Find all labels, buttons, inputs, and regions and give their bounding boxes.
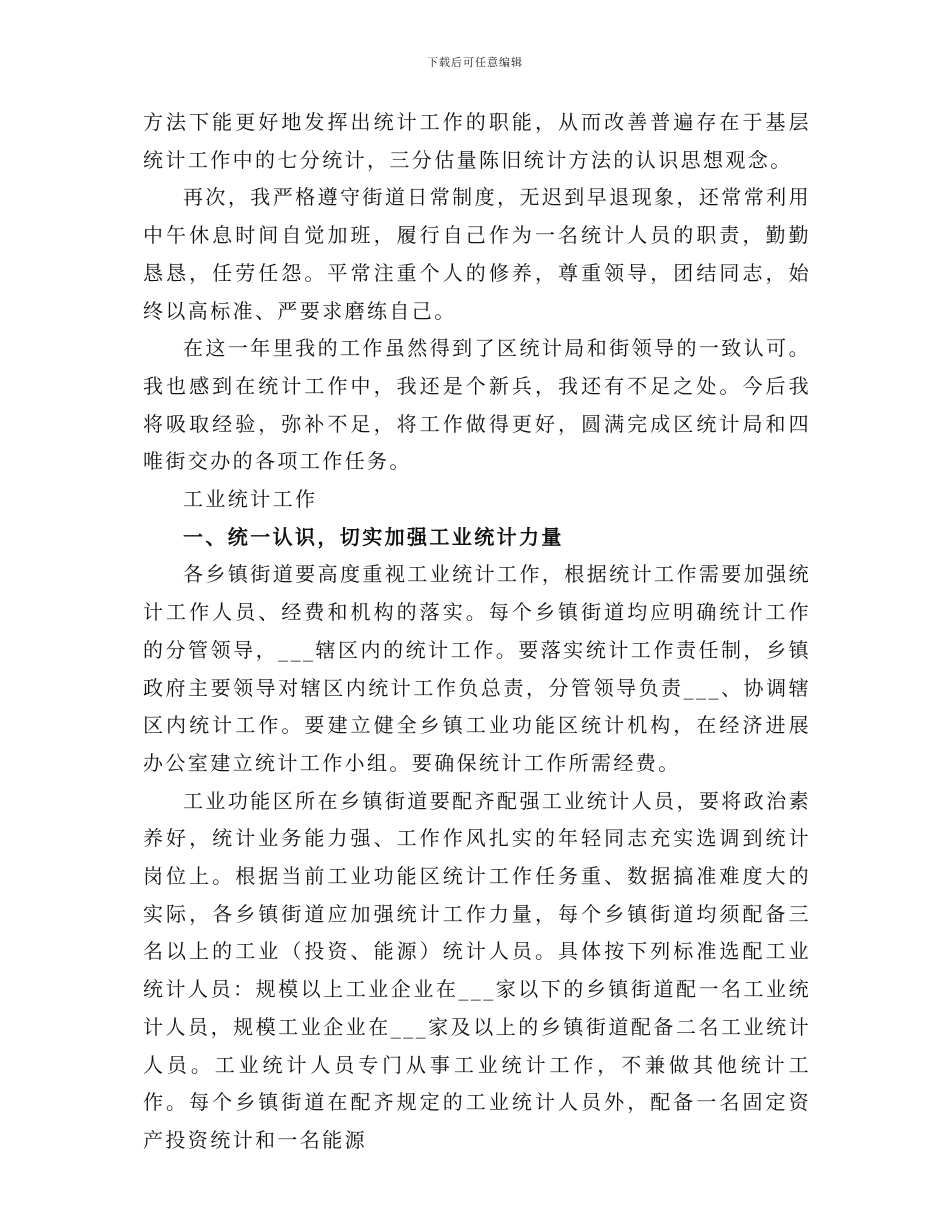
page-header: 下载后可任意编辑 <box>427 56 523 69</box>
paragraph-continuation: 方法下能更好地发挥出统计工作的职能，从而改善普遍存在于基层统计工作中的七分统计，三分估量陈旧统计方法的认识思想观念。 <box>143 110 811 172</box>
document-body <box>143 104 811 1160</box>
paragraph-summary: 在这一年里我的工作虽然得到了区统计局和街领导的一致认可。我也感到在统计工作中，我还是个新兵，我还有不足之处。今后我将吸取经验，弥补不足，将工作做得更好，圆满完成区统计局和四唯街交办的各项工作任务。 <box>143 336 811 474</box>
section-title: 工业统计工作 <box>183 487 318 512</box>
paragraph-personnel: 工业功能区所在乡镇街道要配齐配强工业统计人员，要将政治素养好，统计业务能力强、工作作风扎实的年轻同志充实选调到统计岗位上。根据当前工业功能区统计工作任务重、数据搞准难度大的实际，各乡镇街道应加强统计工作力量，每个乡镇街道均须配备三名以上的工业（投资、能源）统计人员。具体按下列标准选配工业统计人员：规模以上工业企业在___家以下的乡镇街道配一名工业统计人员，规模工业企业在___家及以上的乡镇街道配备二名工业统计人员。工业统计人员专门从事工业统计工作，不兼做其他统计工作。每个乡镇街道在配齐规定的工业统计人员外，配备一名固定资产投资统计和一名能源 <box>143 788 811 1152</box>
section-heading-1: 一、统一认识，切实加强工业统计力量 <box>183 524 564 549</box>
paragraph-attendance: 再次，我严格遵守街道日常制度，无迟到早退现象，还常常利用中午休息时间自觉加班，履行自己作为一名统计人员的职责，勤勤恳恳，任劳任怨。平常注重个人的修养，尊重领导，团结同志，始终以高标准、严要求磨练自己。 <box>143 185 811 323</box>
paragraph-staffing: 各乡镇街道要高度重视工业统计工作，根据统计工作需要加强统计工作人员、经费和机构的落实。每个乡镇街道均应明确统计工作的分管领导，___辖区内的统计工作。要落实统计工作责任制，乡镇政府主要领导对辖区内统计工作负总责，分管领导负责___、协调辖区内统计工作。要建立健全乡镇工业功能区统计机构，在经济进展办公室建立统计工作小组。要确保统计工作所需经费。 <box>143 562 811 775</box>
